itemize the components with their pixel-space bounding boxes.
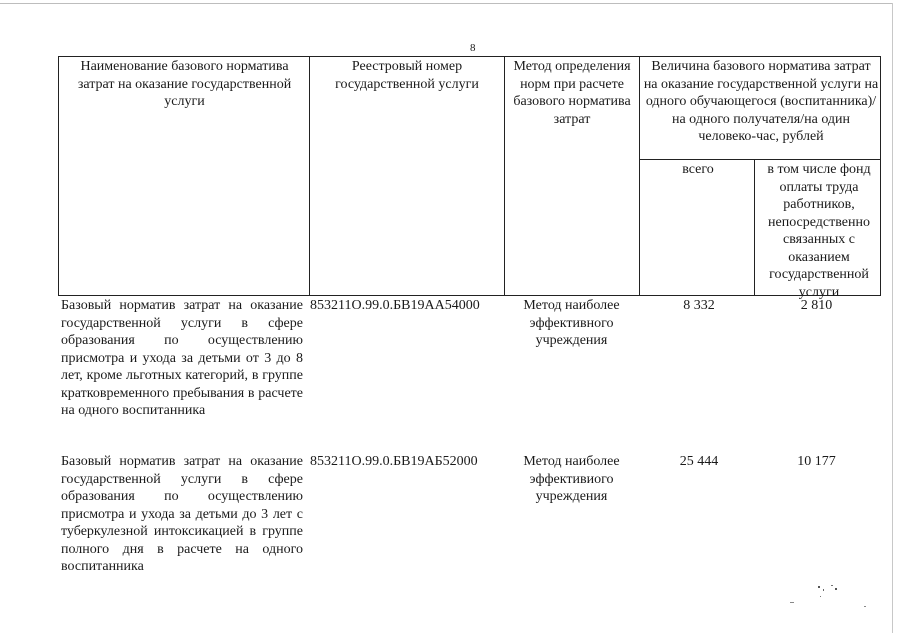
- row-method: Метод наиболее эффективиого учреждения: [523, 454, 620, 504]
- row-total: 8 332: [683, 298, 715, 313]
- header-divider: [309, 57, 310, 295]
- header-divider: [754, 159, 755, 295]
- row-payroll: 2 810: [800, 298, 833, 313]
- table-row: [0, 453, 905, 578]
- header-payroll: в том числе фонд оплаты труда работников, непосредственно связанных с оказанием государственной услуги: [767, 162, 871, 300]
- header-total: всего: [682, 162, 714, 177]
- header-divider: [639, 57, 640, 295]
- header-registry: Реестровый номер государственной услуги: [335, 59, 479, 92]
- header-name: Наименование базового норматива затрат на оказание государственной услуги: [77, 59, 292, 109]
- row-method: Метод наиболее эффективного учреждения: [523, 298, 620, 348]
- row-name: Базовый норматив затрат на оказание государственной услуги в сфере образования по осуществлению присмотра и ухода за детьми от 3 до 8 лет, кроме льготных категорий, в группе кратковременного пребывания в расчете на одного воспитанника: [61, 298, 303, 418]
- page-number: 8: [470, 42, 476, 54]
- table-row: [0, 297, 905, 437]
- row-name: Базовый норматив затрат на оказание государственной услуги в сфере образования по осуществлению присмотра и ухода за детьми до 3 лет с туберкулезной интоксикацией в группе полного дня в расчете на одного воспитанника: [61, 454, 303, 574]
- header-method: Метод определения норм при расчете базового норматива затрат: [513, 59, 631, 127]
- row-payroll: 10 177: [797, 454, 836, 469]
- header-subdivider: [639, 159, 880, 160]
- scan-top-edge: [0, 3, 893, 4]
- row-registry: 853211О.99.0.БВ19АА54000: [310, 298, 480, 313]
- row-registry: 853211О.99.0.БВ19АБ52000: [310, 454, 478, 469]
- header-value: Величина базового норматива затрат на оказание государственной услуги на одного обучающегося (воспитанника)/на одного получателя/на один человеко-час, рублей: [643, 59, 879, 144]
- header-divider: [504, 57, 505, 295]
- table-header: [58, 56, 881, 300]
- scan-noise: [790, 580, 880, 610]
- row-total: 25 444: [679, 454, 719, 469]
